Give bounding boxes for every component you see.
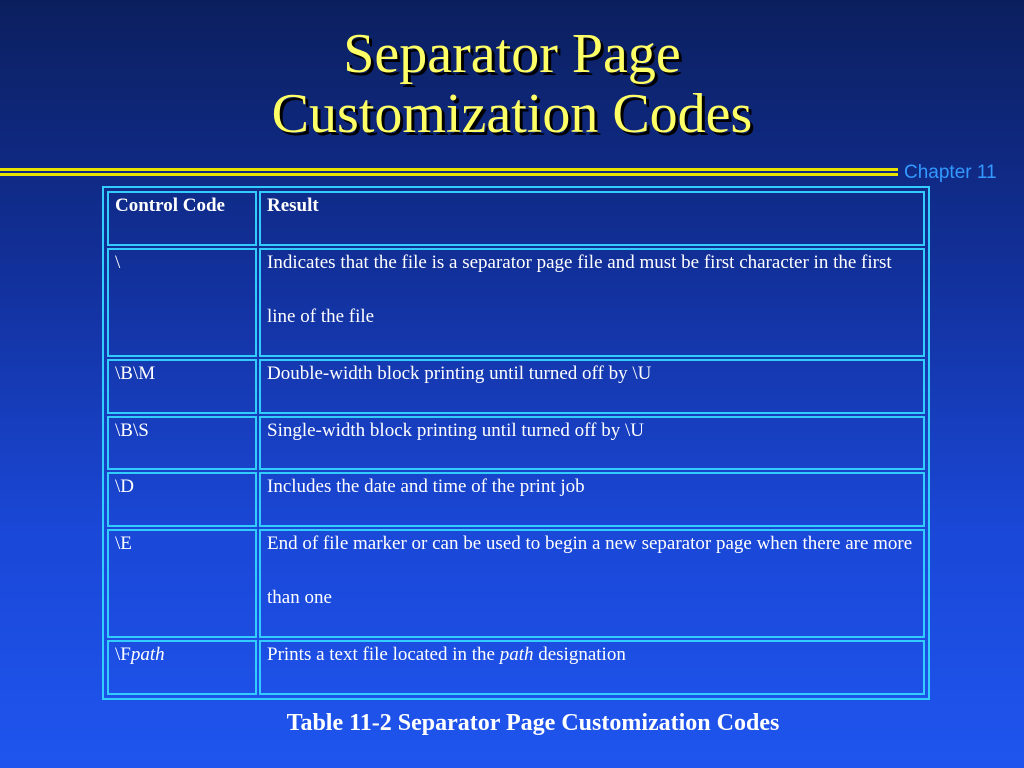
slide-title bbox=[0, 24, 1024, 144]
codes-table bbox=[105, 189, 927, 697]
title-divider-bottom bbox=[0, 173, 898, 176]
chapter-label: Chapter 11 bbox=[904, 162, 997, 183]
title-line-1: Separator Page bbox=[343, 23, 681, 85]
cell-result: Double-width block printing until turned off by \U bbox=[259, 359, 925, 414]
cell-code: \B\M bbox=[107, 359, 257, 414]
header-control-code: Control Code bbox=[107, 191, 257, 246]
table-caption: Table 11-2 Separator Page Customization Codes bbox=[286, 710, 780, 736]
cell-code: \Fpath bbox=[107, 640, 257, 695]
cell-code: \B\S bbox=[107, 416, 257, 471]
cell-code: \D bbox=[107, 472, 257, 527]
cell-code: \ bbox=[107, 248, 257, 357]
cell-result: Prints a text file located in the path designation bbox=[259, 640, 925, 695]
table-row bbox=[107, 640, 925, 695]
cell-result: End of file marker or can be used to begin a new separator page when there are more than one bbox=[259, 529, 925, 638]
table-row bbox=[107, 248, 925, 357]
title-divider-top bbox=[0, 168, 898, 171]
title-line-2: Customization Codes bbox=[271, 83, 753, 145]
header-result: Result bbox=[259, 191, 925, 246]
cell-result: Single-width block printing until turned off by \U bbox=[259, 416, 925, 471]
cell-code: \E bbox=[107, 529, 257, 638]
cell-result: Indicates that the file is a separator page file and must be first character in the first line of the file bbox=[259, 248, 925, 357]
codes-table-frame bbox=[102, 186, 930, 700]
table-row bbox=[107, 529, 925, 638]
cell-result: Includes the date and time of the print job bbox=[259, 472, 925, 527]
